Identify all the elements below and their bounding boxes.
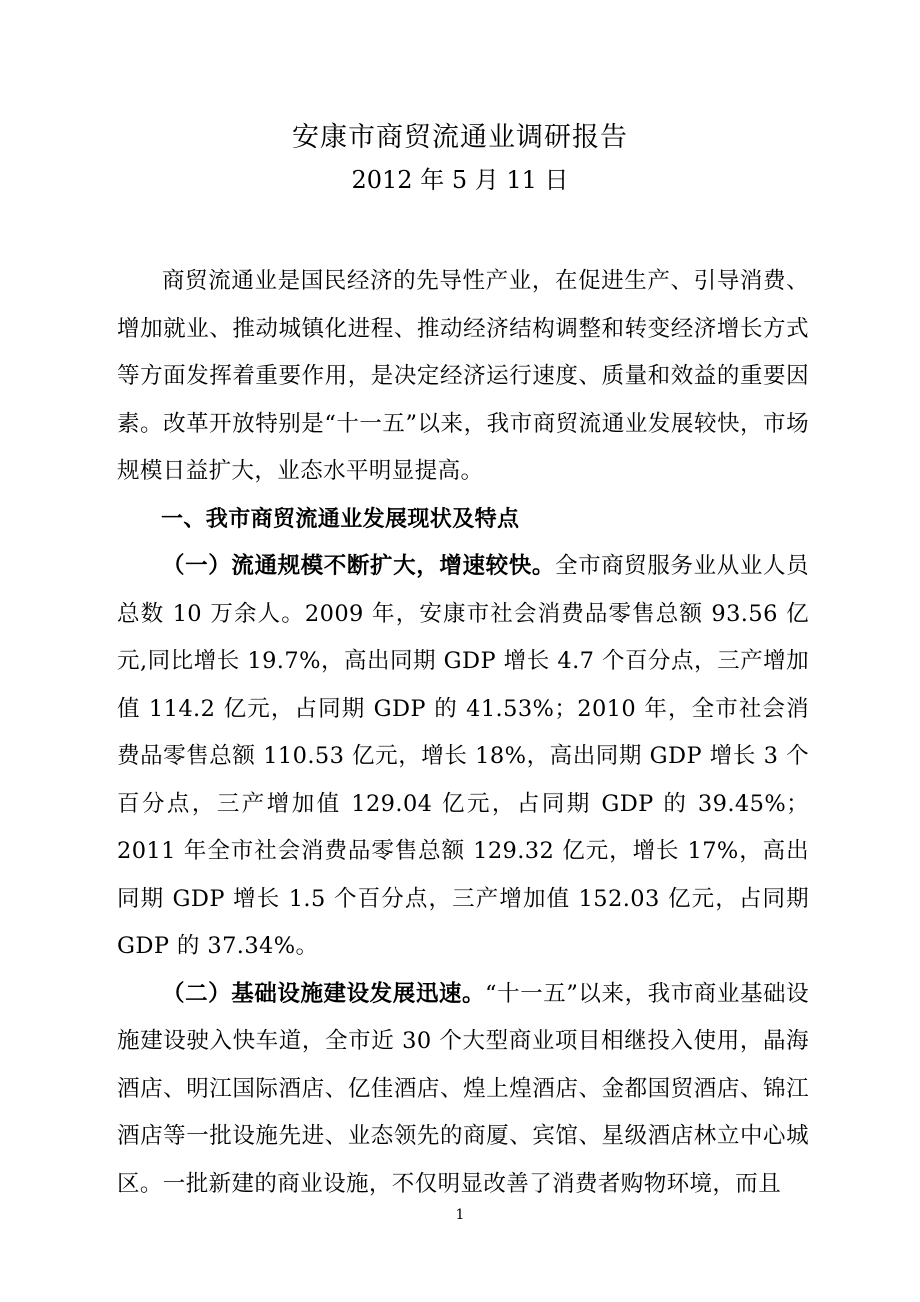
subsection-1-lead: （一）流通规模不断扩大，增速较快。 <box>162 553 555 579</box>
subsection-2-paragraph <box>117 971 809 1209</box>
intro-paragraph: 商贸流通业是国民经济的先导性产业，在促进生产、引导消费、增加就业、推动城镇化进程、推动经济结构调整和转变经济增长方式等方面发挥着重要作用，是决定经济运行速度、质量和效益的重要因素。改革开放特别是“十一五”以来，我市商贸流通业发展较快，市场规模日益扩大，业态水平明显提高。 <box>117 268 809 484</box>
subsection-1-text: 全市商贸服务业从业人员总数 10 万余人。2009 年，安康市社会消费品零售总额 93.56 亿元,同比增长 19.7%，高出同期 GDP 增长 4.7 个百分点，三产增加值 114.2 亿元，占同期 GDP 的 41.53%；2010 年，全市社会消费品零售总额 110.53 亿元，增长 18%，高出同期 GDP 增长 3 个百分点，三产增加值 129.04 亿元，占同期 GDP 的 39.45%；2011 年全市社会消费品零售总额 129.32 亿元，增长 17%，高出同期 GDP 增长 1.5 个百分点，三产增加值 152.03 亿元，占同期 GDP 的 37.34%。 <box>117 553 809 959</box>
document-body <box>117 258 809 1208</box>
subsection-2-text: “十一五”以来，我市商业基础设施建设驶入快车道，全市近 30 个大型商业项目相继投入使用，晶海酒店、明江国际酒店、亿佳酒店、煌上煌酒店、金都国贸酒店、锦江酒店等一批设施先进、业态领先的商厦、宾馆、星级酒店林立中心城区。一批新建的商业设施，不仅明显改善了消费者购物环境，而且 <box>117 980 809 1197</box>
document-title: 安康市商贸流通业调研报告 <box>292 122 628 153</box>
page-number: 1 <box>455 1207 465 1223</box>
subsection-2-lead: （二）基础设施建设发展迅速。 <box>162 980 486 1007</box>
document-date: 2012 年 5 月 11 日 <box>351 166 569 194</box>
section-heading: 一、我市商贸流通业发展现状及特点 <box>161 506 520 532</box>
subsection-1-paragraph <box>117 543 809 971</box>
